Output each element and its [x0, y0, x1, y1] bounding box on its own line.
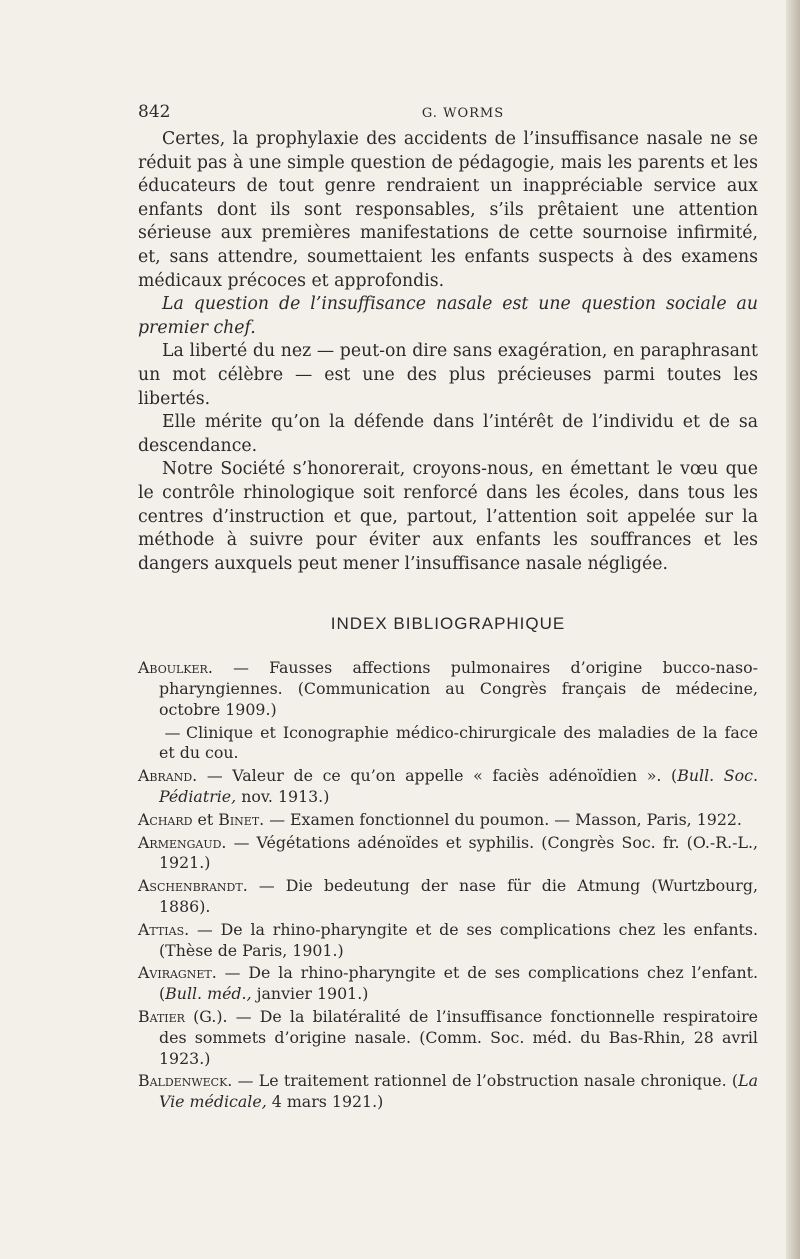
entry-tail: 4 mars 1921.): [266, 1092, 384, 1112]
author: Armengaud.: [138, 832, 227, 852]
paragraph: Certes, la prophylaxie des accidents de l’insuffisance nasale ne se réduit pas à une simple question de pédagogie, mais les parents et les éducateurs de tout genre rendraient un inappréciable service aux enfants dont ils sont responsables, s’ils prêtaient une attention sérieuse aux premières manifestations de cette sournoise infirmité, et, sans attendre, soumettaient les enfants suspects à des examens médicaux précoces et approfondis.: [138, 129, 758, 291]
author: Aboulker.: [138, 658, 213, 678]
author: Binet.: [218, 809, 265, 829]
bibliography-entry: [138, 1007, 758, 1069]
entry-tail: janvier 1901.): [251, 984, 369, 1004]
entry-text: — De la rhino-pharyngite et de ses complications chez les enfants. (Thèse de Paris, 1901.): [159, 919, 758, 960]
bibliography-entry: [138, 833, 758, 875]
author: Attias.: [138, 919, 190, 939]
bibliography-entry: [138, 810, 758, 831]
entry-tail: — Examen fonctionnel du poumon. — Masson, Paris, 1922.: [264, 809, 742, 829]
paragraph-emphasis: La question de l’insuffisance nasale est une question sociale au premier chef.: [138, 294, 758, 338]
page-header: [138, 98, 758, 128]
page-edge-shadow: [786, 0, 800, 1259]
bibliography-list: [138, 658, 758, 1113]
entry-italic: Bull. méd.,: [165, 984, 252, 1004]
entry-tail: nov. 1913.): [236, 787, 330, 807]
bibliography-entry: [138, 876, 758, 918]
entry-italic: La Vie médicale,: [159, 1071, 758, 1112]
bibliography-entry: [138, 1071, 758, 1113]
paragraph: La liberté du nez — peut-on dire sans exagération, en paraphrasant un mot célèbre — est une des plus précieuses parmi toutes les libertés.: [138, 341, 758, 409]
author: Batier: [138, 1007, 185, 1027]
author: Aviragnet.: [138, 963, 217, 983]
author: Achard: [138, 809, 193, 829]
page-number: 842: [138, 102, 171, 122]
paragraph: Elle mérite qu’on la défende dans l’intérêt de l’individu et de sa descendance.: [138, 412, 758, 456]
author: Aschenbrandt.: [138, 876, 248, 896]
bibliography-entry: [138, 658, 758, 720]
bibliography-entry: [138, 920, 758, 962]
bibliography-entry: [138, 963, 758, 1005]
entry-text: — Le traitement rationnel de l’obstruction nasale chronique. (: [232, 1071, 739, 1091]
paragraph: Notre Société s’honorerait, croyons-nous, en émettant le vœu que le contrôle rhinologique soit renforcé dans les écoles, dans tous les centres d’instruction et que, partout, l’attention soit appelée sur la méthode à suivre pour éviter aux enfants les souffrances et les dangers auxquels peut mener l’insuffisance nasale négligée.: [138, 459, 758, 574]
author: Baldenweck.: [138, 1071, 233, 1091]
page-content: [138, 98, 758, 1115]
entry-text: — De la rhino-pharyngite et de ses complications chez l’enfant. (: [159, 963, 758, 1004]
body-text: [138, 128, 758, 576]
index-title: INDEX BIBLIOGRAPHIQUE: [330, 614, 566, 634]
entry-text: et: [192, 809, 219, 829]
entry-text: Clinique et Iconographie médico-chirurgicale des maladies de la face et du cou.: [159, 722, 758, 763]
author: Abrand.: [138, 766, 198, 786]
entry-text: — Die bedeutung der nase für die Atmung (Wurtzbourg, 1886).: [159, 876, 758, 917]
running-head: G. WORMS: [421, 106, 505, 121]
bibliography-entry: [138, 723, 758, 765]
entry-italic: Bull. Soc. Pédiatrie,: [159, 766, 758, 807]
bibliography-entry: [138, 766, 758, 808]
entry-text: — Végétations adénoïdes et syphilis. (Congrès Soc. fr. (O.-R.-L., 1921.): [159, 832, 758, 873]
entry-text: — Valeur de ce qu’on appelle « faciès adénoïdien ». (: [197, 766, 678, 786]
entry-text: (G.). — De la bilatéralité de l’insuffisance fonctionnelle respiratoire des sommets d’origine nasale. (Comm. Soc. méd. du Bas-Rhin, 28 avril 1923.): [159, 1007, 758, 1068]
ditto-dash: —: [164, 722, 181, 742]
entry-text: — Fausses affections pulmonaires d’origine bucco-naso-pharyngiennes. (Communication au Congrès français de médecine, octobre 1909.): [159, 658, 758, 719]
